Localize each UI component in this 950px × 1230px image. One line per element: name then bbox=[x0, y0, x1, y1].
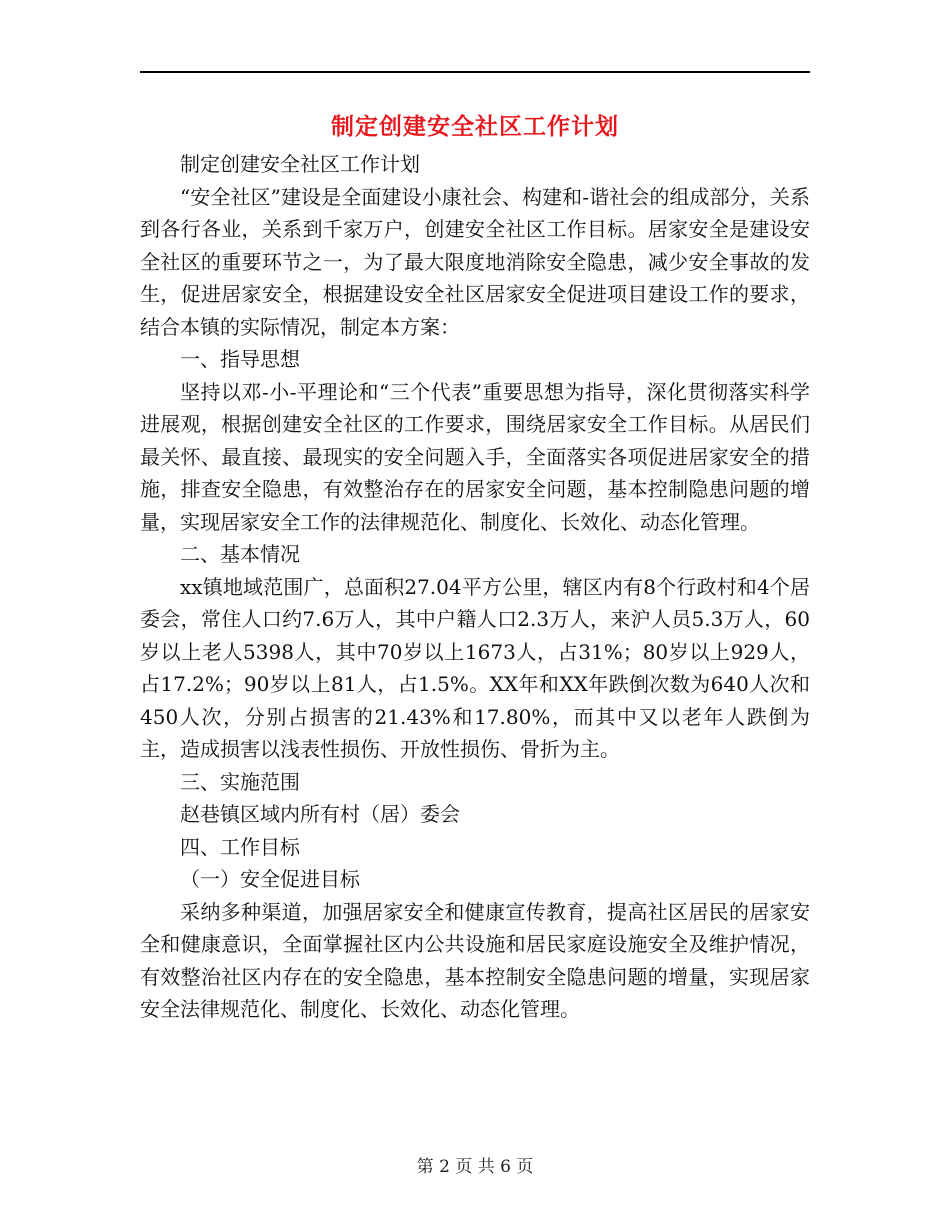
paragraph-safety-goals: 采纳多种渠道，加强居家安全和健康宣传教育，提高社区居民的居家安全和健康意识，全面掌握社区内公共设施和居民家庭设施安全及维护情况，有效整治社区内存在的安全隐患，基本控制安全隐患问题的增量，实现居家安全法律规范化、制度化、长效化、动态化管理。 bbox=[140, 899, 810, 1021]
paragraph-guiding-ideology: 坚持以邓-小-平理论和“三个代表”重要思想为指导，深化贯彻落实科学进展观，根据创建安全社区的工作要求，围绕居家安全工作目标。从居民们最关怀、最直接、最现实的安全问题入手，全面落实各项促进居家安全的措施，排查安全隐患，有效整治存在的居家安全问题，基本控制隐患问题的增量，实现居家安全工作的法律规范化、制度化、长效化、动态化管理。 bbox=[140, 379, 810, 534]
paragraph-intro: “安全社区”建设是全面建设小康社会、构建和-谐社会的组成部分，关系到各行各业，关系到千家万户，创建安全社区工作目标。居家安全是建设安全社区的重要环节之一，为了最大限度地消除安全隐患，减少安全事故的发生，促进居家安全，根据建设安全社区居家安全促进项目建设工作的要求，结合本镇的实际情况，制定本方案： bbox=[140, 184, 810, 339]
paragraph-basic-situation: xx镇地域范围广，总面积27.04平方公里，辖区内有8个行政村和4个居委会，常住人口约7.6万人，其中户籍人口2.3万人，来沪人员5.3万人，60岁以上老人5398人，其中70岁以上1673人，占31%；80岁以上929人，占17.2%；90岁以上81人，占1.5%。XX年和XX年跌倒次数为640人次和450人次，分别占损害的21.43%和17.80%，而其中又以老年人跌倒为主，造成损害以浅表性损伤、开放性损伤、骨折为主。 bbox=[140, 574, 810, 761]
document-title: 制定创建安全社区工作计划 bbox=[331, 114, 619, 140]
paragraph-scope: 赵巷镇区域内所有村（居）委会 bbox=[180, 802, 460, 826]
header-rule bbox=[140, 71, 810, 73]
section-heading-scope: 三、实施范围 bbox=[180, 769, 300, 794]
section-heading-guiding-ideology: 一、指导思想 bbox=[180, 347, 300, 371]
document-body bbox=[140, 148, 810, 1026]
page-number: 第 2 页 共 6 页 bbox=[416, 1157, 534, 1177]
section-heading-basic-situation: 二、基本情况 bbox=[180, 542, 300, 566]
paragraph-subtitle: 制定创建安全社区工作计划 bbox=[180, 152, 420, 176]
subsection-heading-safety-goals: （一）安全促进目标 bbox=[180, 867, 360, 891]
section-heading-goals: 四、工作目标 bbox=[180, 834, 300, 859]
